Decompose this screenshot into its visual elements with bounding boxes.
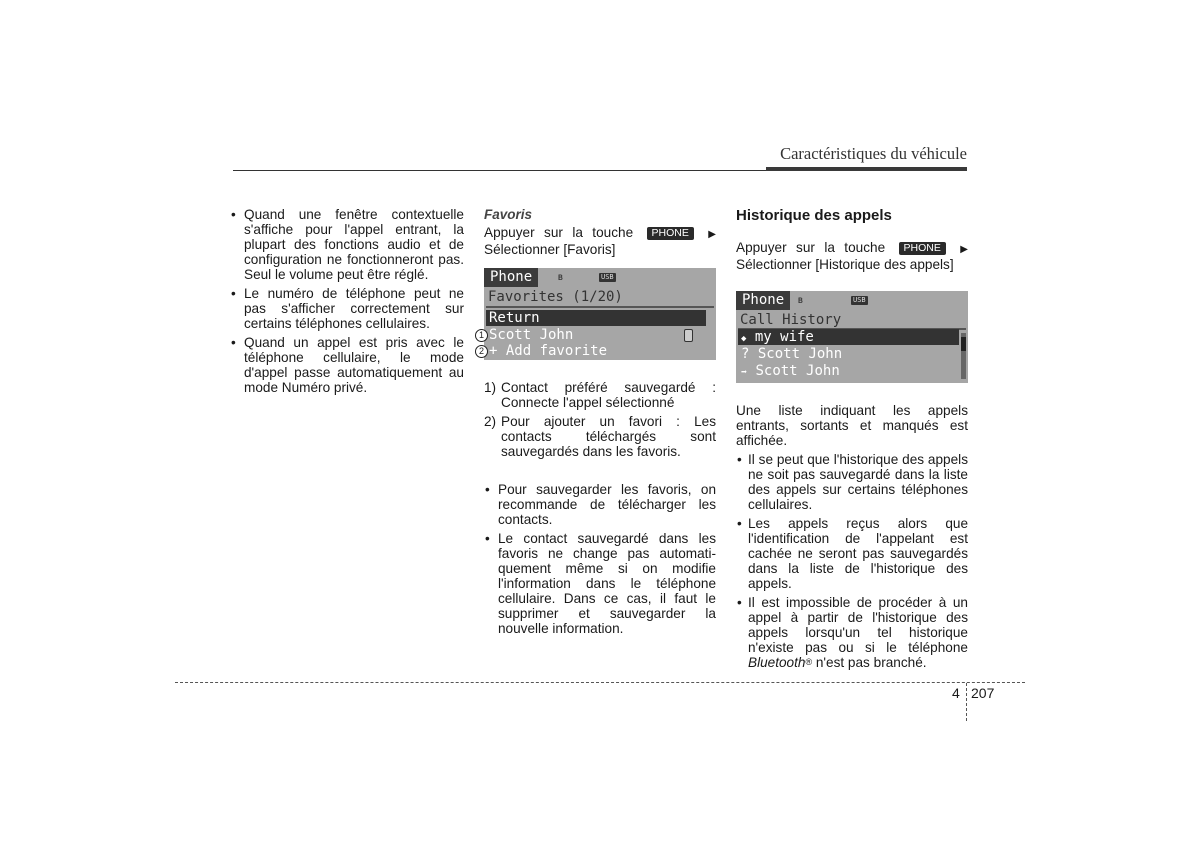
bluetooth-icon: ʙ [557, 272, 564, 283]
favorites-bullet-list [484, 482, 716, 636]
call-history-notes [736, 403, 968, 674]
call-history-paragraph: Une liste indiquant les appels entrants, sortants et manqués est affichée. [736, 403, 968, 448]
phone-icon [684, 329, 693, 342]
numbered-item-1-text: Contact préféré sauvegardé : Connecte l'appel sélectionné [501, 380, 716, 410]
history-row-3-label: Scott John [755, 363, 840, 379]
footer-vertical-rule [966, 683, 967, 721]
history-bullet-2: • Les appels reçus alors que l'identification de l'appelant est cachée ne seront pas sauvegardés dans la liste de l'historique des appels. [736, 516, 968, 591]
history-bullet-3 [736, 595, 968, 670]
usb-icon-2: USB [853, 296, 866, 304]
numbered-item-1 [484, 380, 716, 410]
callout-2: 2 [475, 345, 488, 358]
page-number: 207 [971, 685, 995, 701]
callout-1: 1 [475, 329, 488, 342]
right-column [736, 207, 968, 272]
numbered-item-1-num: 1) [484, 380, 497, 395]
favorites-intro-prefix: Appuyer sur la touche [484, 225, 634, 240]
favorites-subheading: Favoris [484, 207, 533, 222]
numbered-item-2-text: Pour ajouter un favori : Les contacts téléchargés sont sauvegardés dans les favoris. [501, 414, 716, 459]
call-history-screen [736, 291, 968, 383]
favorites-numbered-list [484, 380, 716, 459]
phone-key-badge-2: PHONE [899, 242, 946, 255]
scrollbar-thumb[interactable] [961, 337, 966, 351]
arrow-right-icon: ▶ [708, 229, 716, 240]
header-accent-bar [766, 167, 967, 171]
call-history-intro [736, 240, 968, 257]
history-row-2-label: Scott John [757, 346, 843, 362]
favorites-bullet-2: • Le contact sauvegardé dans les favoris ne change pas automati-quement même si on modifie l'information dans le téléphone cellulaire. Dans ce cas, il faut le supprimer et sauvegarder la nouvelle information. [484, 531, 716, 636]
scrollbar[interactable] [961, 333, 966, 379]
usb-icon: USB [601, 273, 614, 281]
outgoing-call-icon: ➡ [741, 367, 748, 378]
history-row-3[interactable] [738, 363, 958, 379]
favorites-bullet-1: • Pour sauvegarder les favoris, on recommande de télécharger les contacts. [484, 482, 716, 527]
history-row-1-label: my wife [754, 329, 814, 345]
registered-mark: ® [805, 657, 813, 667]
call-history-bullet-list [736, 452, 968, 670]
screen-title: Favorites (1/20) [488, 289, 623, 305]
numbered-item-2-num: 2) [484, 414, 497, 429]
screen-phone-tab: Phone [484, 268, 538, 287]
footer-dashed-rule [175, 682, 1025, 683]
screen-phone-tab-2: Phone [736, 291, 790, 310]
phone-key-badge: PHONE [647, 227, 694, 240]
favorites-intro [484, 225, 716, 242]
history-bullet-3-end: n'est pas branché. [812, 655, 927, 670]
bluetooth-word: Bluetooth [748, 655, 806, 670]
screen-divider [486, 306, 714, 308]
call-history-intro-suffix: Sélectionner [Historique des appels] [736, 257, 954, 272]
left-bullet-2: • Le numéro de téléphone peut ne pas s'afficher correctement sur certains téléphones cellulaires. [230, 286, 464, 331]
favorites-notes [484, 380, 716, 640]
screen-row-contact[interactable]: Scott John [489, 327, 574, 343]
call-history-intro-prefix: Appuyer sur la touche [736, 240, 886, 255]
screen-row-return[interactable]: Return [486, 310, 706, 326]
history-bullet-3-text: Il est impossible de procéder à un appel à partir de l'historique des appels lorsqu'un tel historique n'existe pas ou si le téléphone [748, 595, 968, 655]
screen-row-add-favorite[interactable]: + Add favorite [489, 343, 608, 359]
favorites-screen [484, 268, 716, 360]
bluetooth-icon-2: ʙ [797, 295, 804, 306]
history-row-2[interactable] [738, 346, 958, 362]
screen-title-2: Call History [740, 312, 842, 328]
left-bullet-list [230, 207, 464, 395]
history-row-1[interactable] [738, 329, 959, 345]
history-bullet-1: • Il se peut que l'historique des appels ne soit pas sauvegardé dans la liste des appels sur certains téléphones cellulaires. [736, 452, 968, 512]
page-header-title: Caractéristiques du véhicule [780, 144, 967, 163]
middle-column [484, 207, 716, 257]
call-history-heading: Historique des appels [736, 207, 892, 224]
arrow-right-icon-2: ▶ [960, 244, 968, 255]
left-column [230, 207, 464, 399]
chapter-number: 4 [952, 685, 960, 701]
left-bullet-3: • Quand un appel est pris avec le téléphone cellulaire, le mode d'appel passe automatiquement au mode Numéro privé. [230, 335, 464, 395]
incoming-call-icon: ◆ [741, 334, 747, 344]
numbered-item-2 [484, 414, 716, 459]
favorites-intro-suffix: Sélectionner [Favoris] [484, 242, 616, 257]
missed-call-icon: ? [741, 346, 750, 362]
left-bullet-1: • Quand une fenêtre contextuelle s'affiche pour l'appel entrant, la plupart des fonctions audio et de configuration ne fonctionneront pas. Seul le volume peut être réglé. [230, 207, 464, 282]
